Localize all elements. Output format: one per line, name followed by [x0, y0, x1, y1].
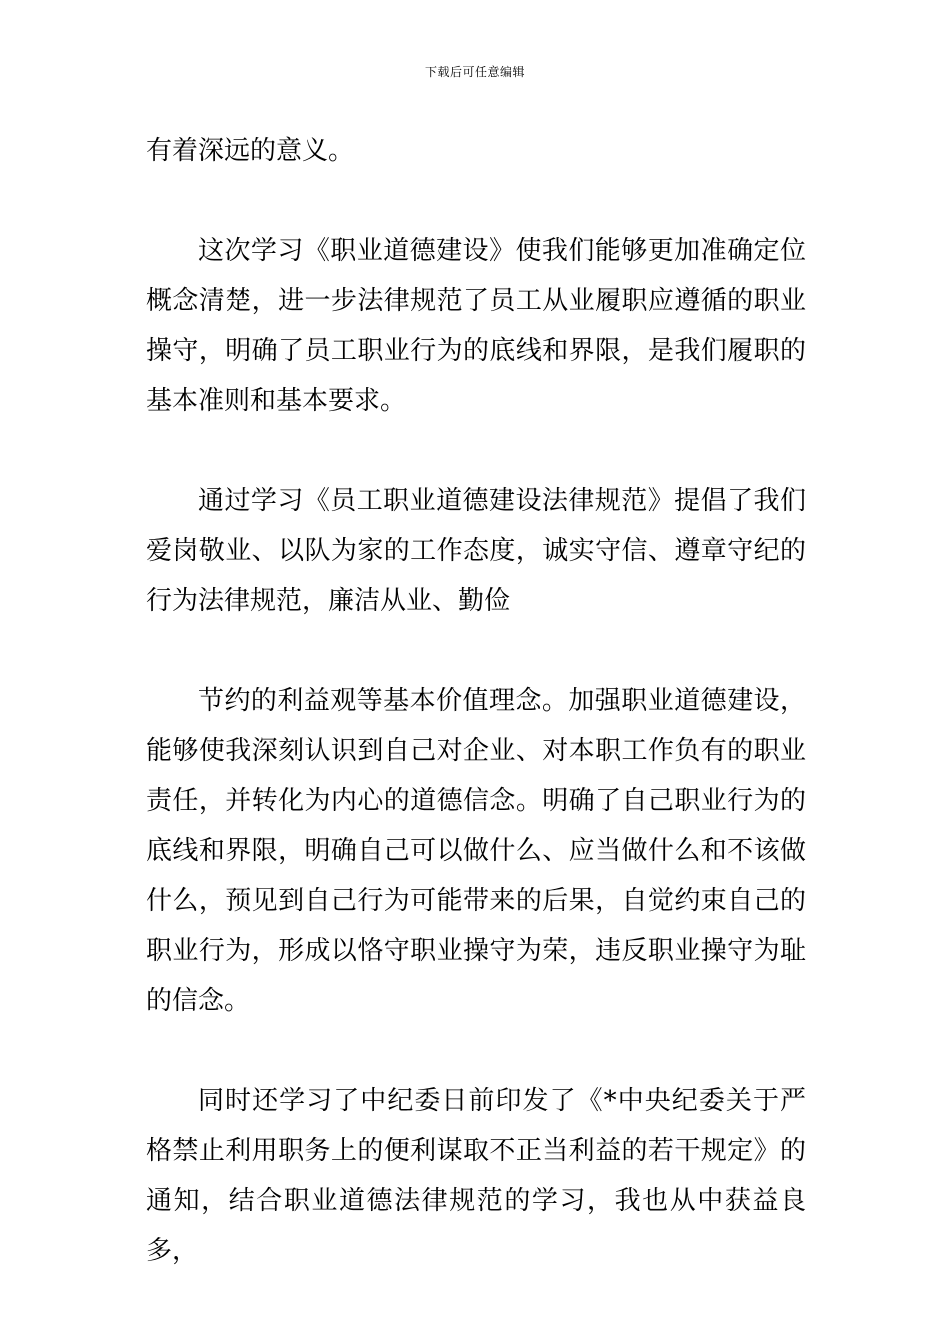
paragraph-gap — [146, 426, 806, 476]
paragraph-4: 节约的利益观等基本价值理念。加强职业道德建设，能够使我深刻认识到自己对企业、对本职工作负有的职业责任，并转化为内心的道德信念。明确了自己职业行为的底线和界限，明确自己可以做什么、应当做什么和不该做什么，预见到自己行为可能带来的后果，自觉约束自己的职业行为，形成以恪守职业操守为荣，违反职业操守为耻的信念。 — [146, 686, 806, 1016]
paragraph-3: 通过学习《员工职业道德建设法律规范》提倡了我们爱岗敬业、以队为家的工作态度，诚实守信、遵章守纪的行为法律规范，廉洁从业、勤俭 — [146, 486, 806, 616]
paragraph-5: 同时还学习了中纪委日前印发了《*中央纪委关于严格禁止利用职务上的便利谋取不正当利益的若干规定》的通知，结合职业道德法律规范的学习，我也从中获益良多， — [146, 1086, 806, 1266]
paragraph-gap — [146, 176, 806, 226]
page-header: 下载后可任意编辑 — [424, 65, 525, 79]
paragraph-1: 有着深远的意义。 — [146, 136, 355, 166]
document-body — [146, 126, 806, 1276]
paragraph-gap — [146, 626, 806, 676]
paragraph-gap — [146, 1026, 806, 1076]
paragraph-2: 这次学习《职业道德建设》使我们能够更加准确定位概念清楚，进一步法律规范了员工从业履职应遵循的职业操守，明确了员工职业行为的底线和界限，是我们履职的基本准则和基本要求。 — [146, 236, 806, 416]
